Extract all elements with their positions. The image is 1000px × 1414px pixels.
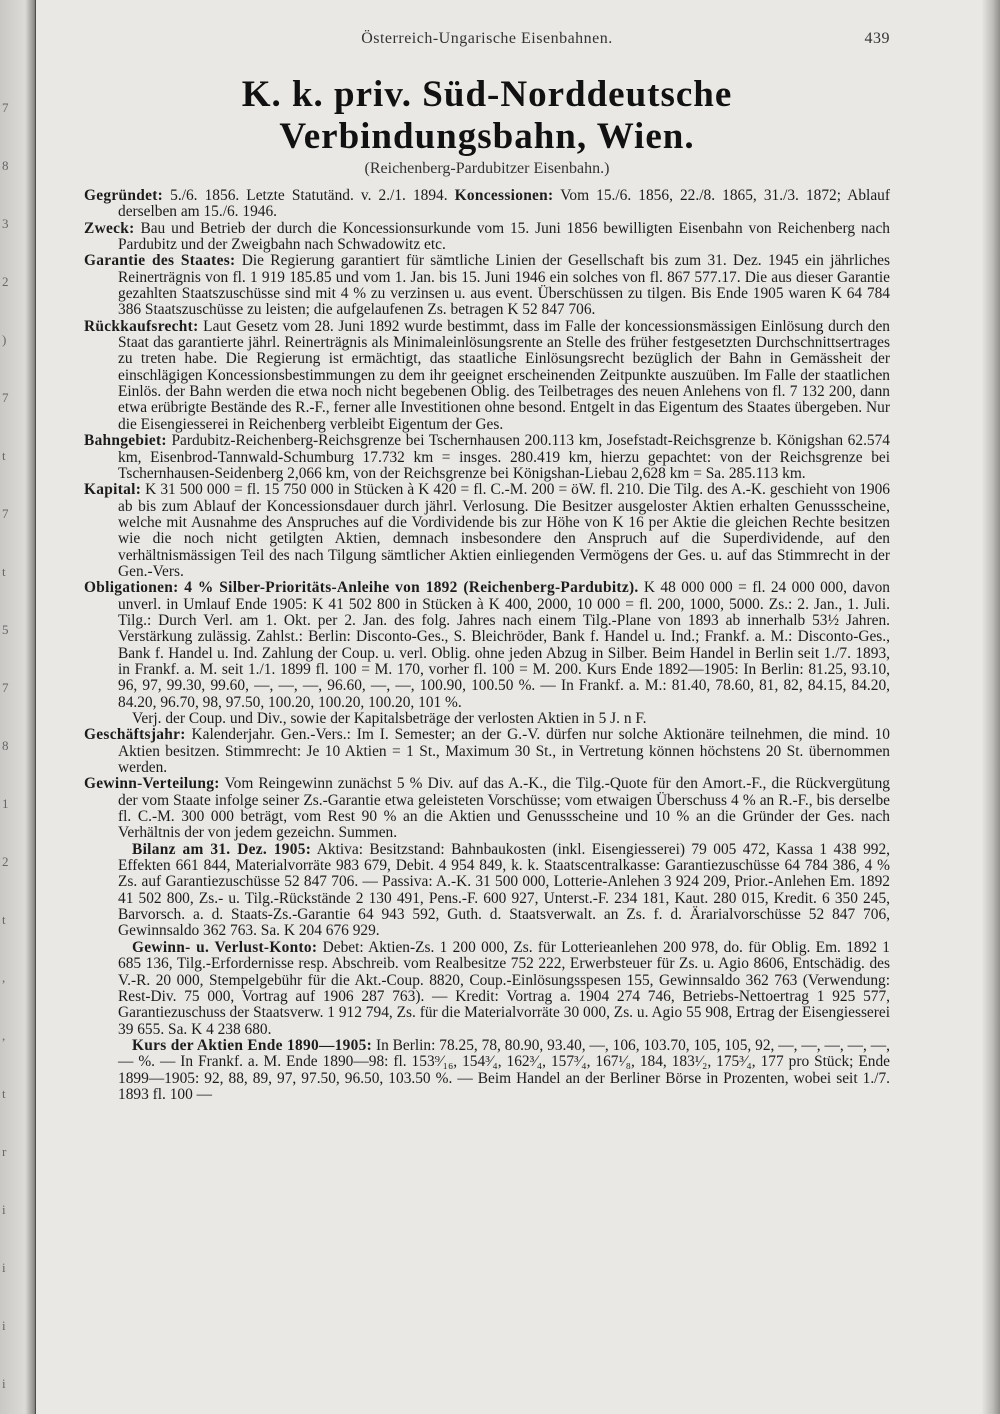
entry-text: K 48 000 000 = fl. 24 000 000, davon unverl. in Umlauf Ende 1905: K 41 502 800 in Stücken à K 400, 2000, 10 000 = fl. 200, 1000, 5000. Zs.: 2. Jan., 1. Juli. Tilg.: Durch Verl. am 1. Okt. per 2. Jan. des folg. Jahres nach einem Tilg.-Plane von 1893 ab innerhalb 53½ Jahren. Verstärkung zulässig. Zahlst.: Berlin: Disconto-Ges., S. Bleichröder, Bank f. Handel u. Ind.; Frankf. a. M.: Disconto-Ges., Bank f. Handel u. Ind. Zahlung der Coup. u. verl. Oblig. ohne jeden Abzug in Silber. Beim Handel in Berlin seit 1./7. 1893, in Frankf. a. M. seit 1./1. 1899 fl. 100 = M. 170, vorher fl. 100 = M. 200. Kurs Ende 1892—1905: In Berlin: 81.25, 93.10, 96, 97, 99.30, 99.60, —, —, —, 96.60, —, —, 100.90, 100.50 %. — In Frankf. a. M.: 81.40, 78.60, 81, 82, 84.15, 84.20, 84.20, 96.70, 98, 97.50, 100.20, 100.20, 100.20, 101 %.	[118, 579, 890, 711]
margin-fragment: 8	[2, 738, 9, 753]
entry-text: Verj. der Coup. und Div., sowie der Kapitalsbeträge der verlosten Aktien in 5 J. n F.	[132, 710, 647, 727]
margin-fragment: t	[2, 912, 6, 927]
margin-fragment: 2	[2, 854, 9, 869]
entry-label: Garantie des Staates:	[84, 252, 236, 270]
entry-text: Die Regierung garantiert für sämtliche Linien der Gesellschaft bis zum 31. Dez. 1945 ein jährliches Reinerträgnis von fl. 1 919 185.85 und vom 1. Jan. bis 15. Juni 1946 ein solches von fl. 867 577.17. Die aus dieser Garantie gezahlten Staatszuschüsse sind mit 4 % zu verzinsen u. aus event. Überschüssen zu tilgen. Bis Ende 1905 waren K 64 784 386 Staatszuschüsse zu leisten; die aufgelaufenen Zs. betragen K 52 847 706.	[118, 252, 890, 319]
running-head	[84, 30, 890, 54]
entry-label: Gewinn-Verteilung:	[84, 775, 220, 793]
entry-paragraph	[84, 842, 890, 940]
entry-text: In Berlin: 78.25, 78, 80.90, 93.40, —, 106, 103.70, 105, 105, 92, —, —, —, —, —, — %. — In Frankf. a. M. Ende 1890—98: fl. 153⁹⁄₁₆, 154³⁄₄, 162³⁄₄, 157³⁄₄, 167¹⁄₈, 184, 183¹⁄₂, 175³⁄₄, 177 pro Stück; Ende 1899—1905: 92, 88, 89, 97, 97.50, 96.50, 103.50 %. — Beim Handel an der Berliner Börse in Prozenten, wobei seit 1./7. 1893 fl. 100 —	[118, 1036, 890, 1103]
entry-paragraph	[84, 433, 890, 482]
entry-paragraph	[84, 711, 890, 727]
entry-label: Gewinn- u. Verlust-Konto:	[132, 938, 318, 956]
running-title: Österreich-Ungarische Eisenbahnen.	[361, 30, 613, 47]
entry-text: Aktiva: Besitzstand: Bahnbaukosten (inkl. Eisengiesserei) 79 005 472, Kassa 1 438 992, Effekten 661 844, Materialvorräte 983 679, Debit. 4 954 849, k. k. Staatscentralkasse: Garantiezuschüsse 64 784 386, 4 % Zs. auf Garantiezuschüsse 52 847 706. — Passiva: A.-K. 31 500 000, Lotterie-Anlehen 3 924 209, Prior.-Anlehen Em. 1892 41 502 800, Zs.- u. Tilg.-Rückstände 2 130 491, Pens.-F. 600 927, Unterst.-F. 234 181, Kaut. 280 015, Kredit. 6 350 245, Barvorsch. a. d. Staats-Zs.-Garantie 64 943 592, Guth. d. Staatsverwalt. an Zs. f. d. Ärarialvorschüsse 52 847 706, Gewinnsaldo 362 763. Sa. K 204 676 929.	[118, 840, 891, 940]
margin-fragment: t	[2, 1086, 6, 1101]
entry-paragraph	[84, 221, 890, 254]
margin-fragment: i	[2, 1318, 6, 1333]
entry-label: Obligationen: 4 % Silber-Prioritäts-Anleihe von 1892 (Reichenberg-Pardubitz).	[84, 579, 639, 597]
entry-text: Pardubitz-Reichenberg-Reichsgrenze bei Tschernhausen 200.113 km, Josefstadt-Reichsgrenze b. Königshan 62.574 km, Eisenbrod-Tannwald-Schumburg 17.732 km = insges. 280.419 km, hierzu gepachtet: von der Reichsgrenze bei Tschernhausen-Seidenberg 2,066 km, von der Reichsgrenze bei Königshan-Liebau 2,628 km = Sa. 285.113 km.	[118, 432, 890, 482]
margin-fragment: 7	[2, 390, 9, 405]
margin-fragment: 7	[2, 506, 9, 521]
margin-fragment: 1	[2, 796, 9, 811]
margin-fragment: ,	[2, 1028, 6, 1043]
entry-label: Rückkaufsrecht:	[84, 317, 199, 335]
entry-text: Laut Gesetz vom 28. Juni 1892 wurde bestimmt, dass im Falle der koncessionsmässigen Einlösung durch den Staat das garantierte jährl. Reinerträgnis als Minimaleinlösungsrente an Stelle des früher festgesetzten Durchschnittsertrages zu treten habe. Die Regierung ist ermächtigt, das staatliche Einlösungsrecht bezüglich der Bahn in Gemässheit der einschlägigen Koncessionsbestimmungen zu dem ihr geeignet erscheinenden Zeitpunkte auszuüben. Im Falle der staatlichen Einlös. der Bahn werden die etwa noch nicht begebenen Oblig. des Teilbetrages des neuen Anlehens von fl. 7 132 200, dann etwa erübrigte Bestände des R.-F., ferner alle Investitionen ohne besond. Entgelt in das Eigentum des Staates übergeben. Nur die Eisengiesserei in Reichenberg verbleibt Eigentum der Ges.	[118, 317, 890, 433]
entry-text: K 31 500 000 = fl. 15 750 000 in Stücken à K 420 = fl. C.-M. 200 = öW. fl. 210. Die Tilg. des A.-K. geschieht von 1906 ab bis zum Ablauf der Koncessionsdauer durch jährl. Verlosung. Die Besitzer ausgeloster Aktien erhalten Genussscheine, welche mit Ausnahme des Anspruches auf die Vordividende bis zur Höhe von K 16 per Aktie die gleichen Rechte besitzen wie die noch nicht getilgten Aktien, demnach insbesondere den Anspruch auf die Superdividende, auf den verhältnismässigen Teil des nach Tilgung sämtlicher Aktien einliegenden Vermögens der Ges. u. auf das Stimmrecht in der Gen.-Vers.	[118, 481, 890, 580]
entry-text: 5./6. 1856. Letzte Statutänd. v. 2./1. 1894.	[163, 187, 455, 204]
entry-label: Zweck:	[84, 219, 135, 237]
margin-fragment: 8	[2, 158, 9, 173]
entry-paragraph	[84, 319, 890, 433]
koncessionen-label: Koncessionen:	[454, 187, 554, 204]
entry-text: Vom Reingewinn zunächst 5 % Div. auf das A.-K., die Tilg.-Quote für den Amort.-F., die Rückvergütung der vom Staate infolge seiner Zs.-Garantie etwa geleisteten Vorschüsse; vom etwaigen Überschuss 4 % an R.-F., bis derselbe fl. C.-M. 300 000 beträgt, vom Rest 90 % an die Aktien und Genussscheine und 10 % an die Gründer der Ges. nach Verhältnis der von jedem gezeichn. Summen.	[118, 775, 890, 842]
entry-paragraph	[84, 727, 890, 776]
entry-label: Geschäftsjahr:	[84, 726, 186, 744]
entry-text: Kalenderjahr. Gen.-Vers.: Im I. Semester; an der G.-V. dürfen nur solche Aktionäre teilnehmen, die mind. 10 Aktien besitzen. Stimmrecht: Je 10 Aktien = 1 St., Maximum 30 St., in Vertretung können höchstens 20 St. übernommen werden.	[118, 726, 890, 777]
entry-label: Kapital:	[84, 481, 142, 499]
entry-paragraph	[84, 253, 890, 318]
entry-text: Bau und Betrieb der durch die Koncessionsurkunde vom 15. Juni 1856 bewilligten Eisenbahn von Reichenberg nach Pardubitz und der Zweigbahn nach Schwadowitz etc.	[118, 219, 890, 254]
page-content	[84, 30, 890, 1103]
entry-paragraph	[84, 580, 890, 711]
koncessionen-text: Vom 15./6. 1856, 22./8. 1865, 31./3. 1872; Ablauf derselben am 15./6. 1946.	[118, 187, 890, 221]
entry-paragraph	[84, 940, 890, 1038]
margin-fragment: t	[2, 564, 6, 579]
entries-list	[84, 188, 890, 1103]
margin-fragment: i	[2, 1202, 6, 1217]
entry-label: Kurs der Aktien Ende 1890—1905:	[132, 1036, 373, 1054]
page-title: K. k. priv. Süd-Norddeutsche Verbindungsbahn, Wien.	[241, 74, 733, 157]
entry-paragraph	[84, 776, 890, 841]
right-gutter	[982, 0, 1000, 1414]
entry-paragraph	[84, 188, 890, 221]
margin-fragment: )	[2, 332, 7, 347]
entry-label: Gegründet:	[84, 187, 164, 204]
margin-fragment: i	[2, 1376, 6, 1391]
margin-fragment: 7	[2, 100, 9, 115]
margin-fragment: t	[2, 448, 6, 463]
entry-label: Bilanz am 31. Dez. 1905:	[132, 840, 312, 858]
margin-fragment: i	[2, 1260, 6, 1275]
entry-text: Debet: Aktien-Zs. 1 200 000, Zs. für Lotterieanlehen 200 978, do. für Oblig. Em. 1892 1 685 136, Tilg.-Erfordernisse resp. Abschreib. vom Realbesitze 752 222, Erwerbsteuer für Zs. u. Agio 8606, Entschädig. des V.-R. 20 000, Stempelgebühr für die Akt.-Coup. 8820, Coup.-Einlösungsspesen 155, Gewinnsaldo 362 763 (Verwendung: Rest-Div. 75 000, Vortrag auf 1906 287 763). — Kredit: Vortrag a. 1904 274 746, Betriebs-Nettoertrag 1 925 577, Garantiezuschuss der Staatsverw. 1 912 794, Zs. für die Materialvorräte 30 000, Zs. u. Agio 55 908, Ertrag der Eisengiesserei 39 655. Sa. K 4 238 680.	[118, 938, 891, 1038]
page-subtitle: (Reichenberg-Pardubitzer Eisenbahn.)	[364, 160, 610, 177]
entry-paragraph	[84, 482, 890, 580]
entry-label: Bahngebiet:	[84, 432, 167, 450]
margin-fragment: ,	[2, 970, 6, 985]
margin-fragment: 3	[2, 216, 9, 231]
page-number: 439	[864, 30, 890, 47]
entry-paragraph	[84, 1038, 890, 1103]
margin-fragment: 7	[2, 680, 9, 695]
margin-fragment: 2	[2, 274, 9, 289]
margin-fragment: r	[2, 1144, 7, 1159]
margin-fragment: 5	[2, 622, 9, 637]
